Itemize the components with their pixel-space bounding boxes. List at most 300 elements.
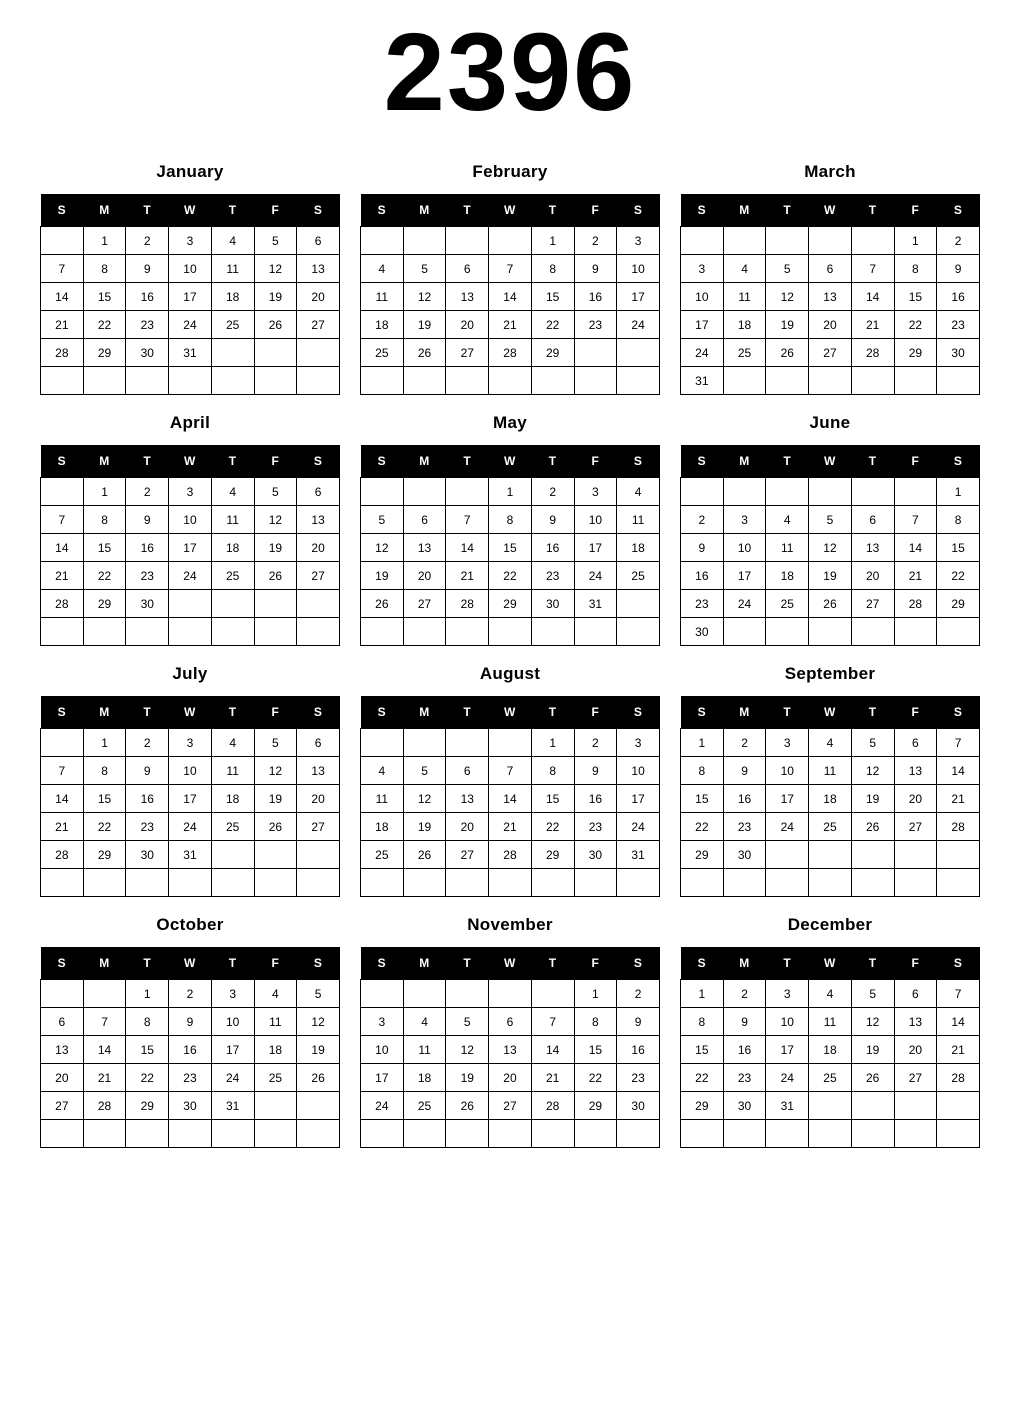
day-cell[interactable]: 31 [211,1092,254,1120]
day-cell[interactable]: 17 [361,1064,404,1092]
day-cell[interactable]: 21 [41,311,84,339]
day-cell[interactable]: 2 [126,729,169,757]
day-cell[interactable]: 25 [723,339,766,367]
day-cell[interactable]: 1 [681,729,724,757]
day-cell[interactable]: 21 [937,785,980,813]
day-cell[interactable]: 15 [681,1036,724,1064]
day-cell[interactable]: 16 [531,534,574,562]
day-cell[interactable]: 11 [809,757,852,785]
day-cell[interactable]: 6 [809,255,852,283]
day-cell[interactable]: 28 [41,590,84,618]
day-cell[interactable]: 27 [297,813,340,841]
day-cell[interactable]: 5 [851,980,894,1008]
day-cell[interactable]: 23 [126,562,169,590]
day-cell[interactable]: 29 [126,1092,169,1120]
day-cell[interactable]: 18 [211,283,254,311]
day-cell[interactable]: 21 [446,562,489,590]
day-cell[interactable]: 19 [403,813,446,841]
day-cell[interactable]: 22 [83,562,126,590]
day-cell[interactable]: 5 [403,255,446,283]
day-cell[interactable]: 13 [446,785,489,813]
day-cell[interactable]: 19 [446,1064,489,1092]
day-cell[interactable]: 7 [41,255,84,283]
day-cell[interactable]: 11 [254,1008,297,1036]
day-cell[interactable]: 11 [361,785,404,813]
day-cell[interactable]: 15 [937,534,980,562]
day-cell[interactable]: 21 [83,1064,126,1092]
day-cell[interactable]: 16 [723,785,766,813]
day-cell[interactable]: 12 [254,757,297,785]
day-cell[interactable]: 30 [531,590,574,618]
day-cell[interactable]: 5 [297,980,340,1008]
day-cell[interactable]: 28 [851,339,894,367]
day-cell[interactable]: 14 [41,283,84,311]
day-cell[interactable]: 16 [126,283,169,311]
day-cell[interactable]: 14 [41,785,84,813]
day-cell[interactable]: 20 [851,562,894,590]
day-cell[interactable]: 22 [83,813,126,841]
day-cell[interactable]: 21 [937,1036,980,1064]
day-cell[interactable]: 15 [83,785,126,813]
day-cell[interactable]: 18 [211,534,254,562]
day-cell[interactable]: 4 [617,478,660,506]
day-cell[interactable]: 14 [937,1008,980,1036]
day-cell[interactable]: 20 [894,1036,937,1064]
day-cell[interactable]: 13 [446,283,489,311]
day-cell[interactable]: 27 [851,590,894,618]
day-cell[interactable]: 25 [361,339,404,367]
day-cell[interactable]: 4 [361,255,404,283]
day-cell[interactable]: 13 [851,534,894,562]
day-cell[interactable]: 15 [83,283,126,311]
day-cell[interactable]: 21 [489,813,532,841]
day-cell[interactable]: 12 [403,785,446,813]
day-cell[interactable]: 12 [403,283,446,311]
day-cell[interactable]: 10 [681,283,724,311]
day-cell[interactable]: 23 [723,813,766,841]
day-cell[interactable]: 10 [169,255,212,283]
day-cell[interactable]: 29 [681,1092,724,1120]
day-cell[interactable]: 7 [851,255,894,283]
day-cell[interactable]: 20 [489,1064,532,1092]
day-cell[interactable]: 7 [894,506,937,534]
day-cell[interactable]: 9 [126,506,169,534]
day-cell[interactable]: 15 [531,785,574,813]
day-cell[interactable]: 30 [126,339,169,367]
day-cell[interactable]: 20 [297,785,340,813]
day-cell[interactable]: 16 [574,283,617,311]
day-cell[interactable]: 11 [211,255,254,283]
day-cell[interactable]: 17 [766,785,809,813]
day-cell[interactable]: 8 [894,255,937,283]
day-cell[interactable]: 26 [254,813,297,841]
day-cell[interactable]: 4 [403,1008,446,1036]
day-cell[interactable]: 6 [403,506,446,534]
day-cell[interactable]: 8 [681,1008,724,1036]
day-cell[interactable]: 12 [446,1036,489,1064]
day-cell[interactable]: 10 [617,255,660,283]
day-cell[interactable]: 3 [617,227,660,255]
day-cell[interactable]: 28 [937,813,980,841]
day-cell[interactable]: 25 [211,311,254,339]
day-cell[interactable]: 2 [574,729,617,757]
day-cell[interactable]: 21 [41,813,84,841]
day-cell[interactable]: 11 [403,1036,446,1064]
day-cell[interactable]: 8 [937,506,980,534]
day-cell[interactable]: 6 [446,757,489,785]
day-cell[interactable]: 10 [766,1008,809,1036]
day-cell[interactable]: 2 [723,980,766,1008]
day-cell[interactable]: 5 [403,757,446,785]
day-cell[interactable]: 31 [681,367,724,395]
day-cell[interactable]: 31 [617,841,660,869]
day-cell[interactable]: 1 [531,227,574,255]
day-cell[interactable]: 18 [403,1064,446,1092]
day-cell[interactable]: 29 [489,590,532,618]
day-cell[interactable]: 16 [723,1036,766,1064]
day-cell[interactable]: 29 [531,339,574,367]
day-cell[interactable]: 29 [83,339,126,367]
day-cell[interactable]: 4 [766,506,809,534]
day-cell[interactable]: 25 [766,590,809,618]
day-cell[interactable]: 19 [851,785,894,813]
day-cell[interactable]: 26 [851,1064,894,1092]
day-cell[interactable]: 5 [766,255,809,283]
day-cell[interactable]: 29 [83,841,126,869]
day-cell[interactable]: 15 [83,534,126,562]
day-cell[interactable]: 22 [83,311,126,339]
day-cell[interactable]: 22 [531,311,574,339]
day-cell[interactable]: 3 [169,478,212,506]
day-cell[interactable]: 23 [617,1064,660,1092]
day-cell[interactable]: 1 [937,478,980,506]
day-cell[interactable]: 26 [297,1064,340,1092]
day-cell[interactable]: 1 [489,478,532,506]
day-cell[interactable]: 27 [894,813,937,841]
day-cell[interactable]: 19 [403,311,446,339]
day-cell[interactable]: 20 [403,562,446,590]
day-cell[interactable]: 10 [361,1036,404,1064]
day-cell[interactable]: 26 [403,339,446,367]
day-cell[interactable]: 11 [723,283,766,311]
day-cell[interactable]: 24 [574,562,617,590]
day-cell[interactable]: 22 [937,562,980,590]
day-cell[interactable]: 27 [41,1092,84,1120]
day-cell[interactable]: 1 [83,729,126,757]
day-cell[interactable]: 15 [894,283,937,311]
day-cell[interactable]: 28 [41,841,84,869]
day-cell[interactable]: 20 [446,813,489,841]
day-cell[interactable]: 26 [254,311,297,339]
day-cell[interactable]: 1 [894,227,937,255]
day-cell[interactable]: 16 [937,283,980,311]
day-cell[interactable]: 11 [211,757,254,785]
day-cell[interactable]: 6 [297,729,340,757]
day-cell[interactable]: 16 [126,534,169,562]
day-cell[interactable]: 1 [531,729,574,757]
day-cell[interactable]: 15 [126,1036,169,1064]
day-cell[interactable]: 9 [937,255,980,283]
day-cell[interactable]: 4 [809,729,852,757]
day-cell[interactable]: 8 [681,757,724,785]
day-cell[interactable]: 4 [809,980,852,1008]
day-cell[interactable]: 30 [574,841,617,869]
day-cell[interactable]: 9 [723,1008,766,1036]
day-cell[interactable]: 9 [574,255,617,283]
day-cell[interactable]: 3 [211,980,254,1008]
day-cell[interactable]: 21 [41,562,84,590]
day-cell[interactable]: 25 [809,813,852,841]
day-cell[interactable]: 14 [894,534,937,562]
day-cell[interactable]: 18 [809,785,852,813]
day-cell[interactable]: 22 [681,1064,724,1092]
day-cell[interactable]: 31 [766,1092,809,1120]
day-cell[interactable]: 11 [766,534,809,562]
day-cell[interactable]: 9 [574,757,617,785]
day-cell[interactable]: 17 [617,283,660,311]
day-cell[interactable]: 12 [851,757,894,785]
day-cell[interactable]: 22 [894,311,937,339]
day-cell[interactable]: 17 [574,534,617,562]
day-cell[interactable]: 21 [894,562,937,590]
day-cell[interactable]: 14 [531,1036,574,1064]
day-cell[interactable]: 30 [937,339,980,367]
day-cell[interactable]: 23 [126,311,169,339]
day-cell[interactable]: 14 [851,283,894,311]
day-cell[interactable]: 25 [211,813,254,841]
day-cell[interactable]: 8 [126,1008,169,1036]
day-cell[interactable]: 3 [766,980,809,1008]
day-cell[interactable]: 17 [681,311,724,339]
day-cell[interactable]: 3 [169,729,212,757]
day-cell[interactable]: 30 [723,1092,766,1120]
day-cell[interactable]: 1 [574,980,617,1008]
day-cell[interactable]: 4 [211,729,254,757]
day-cell[interactable]: 26 [809,590,852,618]
day-cell[interactable]: 24 [169,813,212,841]
day-cell[interactable]: 29 [83,590,126,618]
day-cell[interactable]: 5 [254,729,297,757]
day-cell[interactable]: 26 [446,1092,489,1120]
day-cell[interactable]: 27 [489,1092,532,1120]
day-cell[interactable]: 1 [83,227,126,255]
day-cell[interactable]: 19 [254,785,297,813]
day-cell[interactable]: 2 [723,729,766,757]
day-cell[interactable]: 6 [851,506,894,534]
day-cell[interactable]: 13 [894,1008,937,1036]
day-cell[interactable]: 10 [766,757,809,785]
day-cell[interactable]: 8 [574,1008,617,1036]
day-cell[interactable]: 15 [574,1036,617,1064]
day-cell[interactable]: 20 [894,785,937,813]
day-cell[interactable]: 2 [617,980,660,1008]
day-cell[interactable]: 24 [617,813,660,841]
day-cell[interactable]: 30 [169,1092,212,1120]
day-cell[interactable]: 29 [894,339,937,367]
day-cell[interactable]: 28 [937,1064,980,1092]
day-cell[interactable]: 23 [723,1064,766,1092]
day-cell[interactable]: 12 [297,1008,340,1036]
day-cell[interactable]: 9 [681,534,724,562]
day-cell[interactable]: 13 [489,1036,532,1064]
day-cell[interactable]: 25 [403,1092,446,1120]
day-cell[interactable]: 5 [446,1008,489,1036]
day-cell[interactable]: 11 [211,506,254,534]
day-cell[interactable]: 25 [211,562,254,590]
day-cell[interactable]: 4 [254,980,297,1008]
day-cell[interactable]: 27 [446,339,489,367]
day-cell[interactable]: 23 [169,1064,212,1092]
day-cell[interactable]: 7 [446,506,489,534]
day-cell[interactable]: 28 [531,1092,574,1120]
day-cell[interactable]: 28 [83,1092,126,1120]
day-cell[interactable]: 20 [41,1064,84,1092]
day-cell[interactable]: 19 [809,562,852,590]
day-cell[interactable]: 9 [126,757,169,785]
day-cell[interactable]: 7 [41,506,84,534]
day-cell[interactable]: 5 [851,729,894,757]
day-cell[interactable]: 23 [681,590,724,618]
day-cell[interactable]: 22 [531,813,574,841]
day-cell[interactable]: 17 [169,785,212,813]
day-cell[interactable]: 14 [489,283,532,311]
day-cell[interactable]: 15 [489,534,532,562]
day-cell[interactable]: 7 [937,980,980,1008]
day-cell[interactable]: 25 [254,1064,297,1092]
day-cell[interactable]: 28 [489,841,532,869]
day-cell[interactable]: 16 [126,785,169,813]
day-cell[interactable]: 14 [937,757,980,785]
day-cell[interactable]: 8 [83,506,126,534]
day-cell[interactable]: 12 [254,506,297,534]
day-cell[interactable]: 18 [809,1036,852,1064]
day-cell[interactable]: 9 [169,1008,212,1036]
day-cell[interactable]: 12 [766,283,809,311]
day-cell[interactable]: 16 [617,1036,660,1064]
day-cell[interactable]: 13 [403,534,446,562]
day-cell[interactable]: 21 [851,311,894,339]
day-cell[interactable]: 6 [446,255,489,283]
day-cell[interactable]: 29 [937,590,980,618]
day-cell[interactable]: 6 [297,478,340,506]
day-cell[interactable]: 21 [489,311,532,339]
day-cell[interactable]: 18 [361,813,404,841]
day-cell[interactable]: 27 [297,562,340,590]
day-cell[interactable]: 14 [41,534,84,562]
day-cell[interactable]: 12 [851,1008,894,1036]
day-cell[interactable]: 24 [169,311,212,339]
day-cell[interactable]: 6 [489,1008,532,1036]
day-cell[interactable]: 5 [254,227,297,255]
day-cell[interactable]: 1 [83,478,126,506]
day-cell[interactable]: 24 [766,813,809,841]
day-cell[interactable]: 13 [297,255,340,283]
day-cell[interactable]: 12 [809,534,852,562]
day-cell[interactable]: 4 [211,478,254,506]
day-cell[interactable]: 20 [297,534,340,562]
day-cell[interactable]: 22 [489,562,532,590]
day-cell[interactable]: 18 [723,311,766,339]
day-cell[interactable]: 4 [211,227,254,255]
day-cell[interactable]: 19 [766,311,809,339]
day-cell[interactable]: 17 [169,534,212,562]
day-cell[interactable]: 26 [403,841,446,869]
day-cell[interactable]: 19 [361,562,404,590]
day-cell[interactable]: 5 [809,506,852,534]
day-cell[interactable]: 8 [531,255,574,283]
day-cell[interactable]: 29 [681,841,724,869]
day-cell[interactable]: 17 [211,1036,254,1064]
day-cell[interactable]: 2 [126,478,169,506]
day-cell[interactable]: 6 [41,1008,84,1036]
day-cell[interactable]: 17 [617,785,660,813]
day-cell[interactable]: 20 [297,283,340,311]
day-cell[interactable]: 31 [169,339,212,367]
day-cell[interactable]: 27 [297,311,340,339]
day-cell[interactable]: 10 [723,534,766,562]
day-cell[interactable]: 14 [446,534,489,562]
day-cell[interactable]: 27 [446,841,489,869]
day-cell[interactable]: 8 [83,757,126,785]
day-cell[interactable]: 30 [126,590,169,618]
day-cell[interactable]: 29 [531,841,574,869]
day-cell[interactable]: 7 [83,1008,126,1036]
day-cell[interactable]: 10 [574,506,617,534]
day-cell[interactable]: 6 [297,227,340,255]
day-cell[interactable]: 23 [531,562,574,590]
day-cell[interactable]: 13 [894,757,937,785]
day-cell[interactable]: 26 [361,590,404,618]
day-cell[interactable]: 10 [169,757,212,785]
day-cell[interactable]: 14 [83,1036,126,1064]
day-cell[interactable]: 30 [617,1092,660,1120]
day-cell[interactable]: 19 [851,1036,894,1064]
day-cell[interactable]: 13 [809,283,852,311]
day-cell[interactable]: 7 [489,255,532,283]
day-cell[interactable]: 27 [403,590,446,618]
day-cell[interactable]: 19 [254,283,297,311]
day-cell[interactable]: 14 [489,785,532,813]
day-cell[interactable]: 3 [681,255,724,283]
day-cell[interactable]: 24 [681,339,724,367]
day-cell[interactable]: 5 [254,478,297,506]
day-cell[interactable]: 7 [531,1008,574,1036]
day-cell[interactable]: 3 [723,506,766,534]
day-cell[interactable]: 2 [169,980,212,1008]
day-cell[interactable]: 20 [809,311,852,339]
day-cell[interactable]: 7 [489,757,532,785]
day-cell[interactable]: 24 [723,590,766,618]
day-cell[interactable]: 7 [937,729,980,757]
day-cell[interactable]: 23 [937,311,980,339]
day-cell[interactable]: 13 [297,506,340,534]
day-cell[interactable]: 3 [169,227,212,255]
day-cell[interactable]: 8 [83,255,126,283]
day-cell[interactable]: 23 [574,813,617,841]
day-cell[interactable]: 30 [126,841,169,869]
day-cell[interactable]: 28 [446,590,489,618]
day-cell[interactable]: 9 [617,1008,660,1036]
day-cell[interactable]: 25 [809,1064,852,1092]
day-cell[interactable]: 2 [574,227,617,255]
day-cell[interactable]: 30 [681,618,724,646]
day-cell[interactable]: 26 [254,562,297,590]
day-cell[interactable]: 17 [766,1036,809,1064]
day-cell[interactable]: 24 [766,1064,809,1092]
day-cell[interactable]: 2 [681,506,724,534]
day-cell[interactable]: 26 [851,813,894,841]
day-cell[interactable]: 1 [126,980,169,1008]
